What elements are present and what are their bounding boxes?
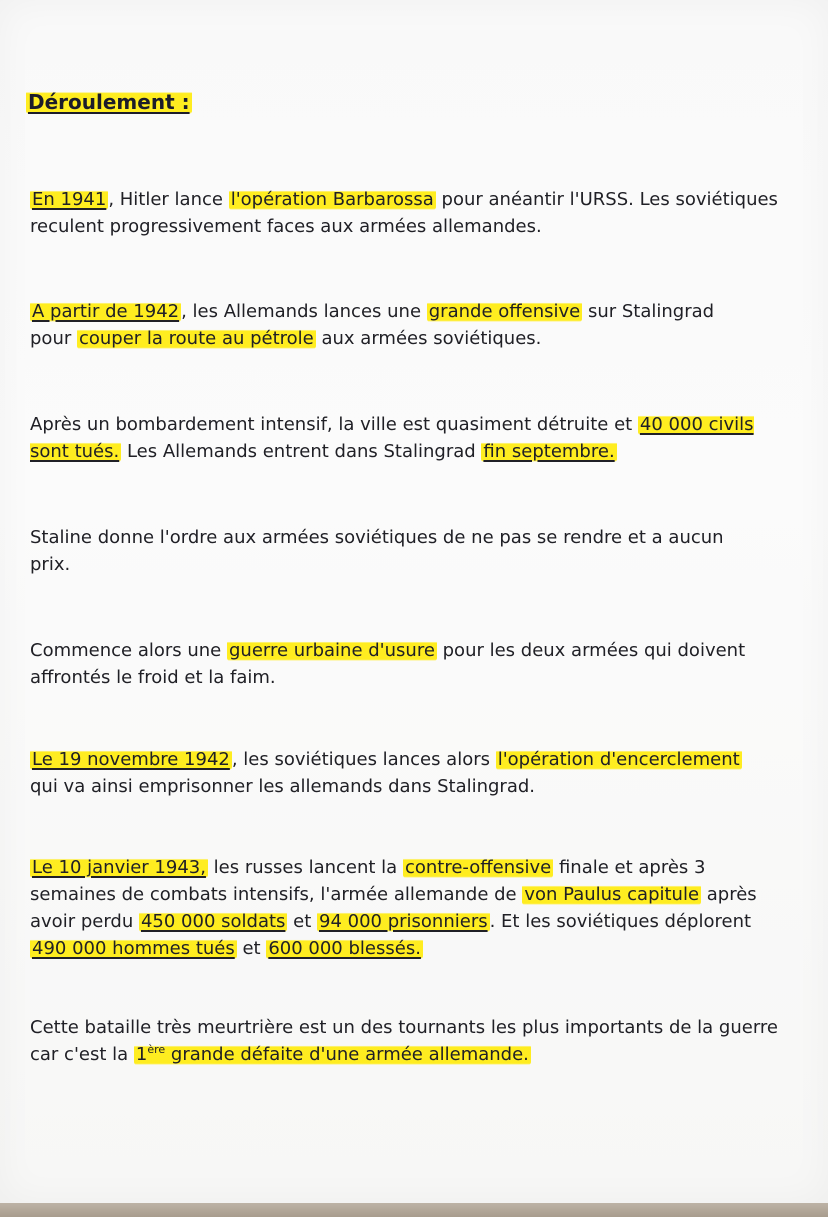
paragraph-encerclement: Le 19 novembre 1942 , les soviétiques lances alors l'opération d'encerclement qui va ainsi emprisonner les allemands dans Stalingrad. <box>30 749 740 797</box>
paragraph-barbarossa: En 1941 , Hitler lance l'opération Barbarossa pour anéantir l'URSS. Les soviétiques reculent progressivement faces aux armées allemandes. <box>30 189 778 237</box>
highlight-encerclement: l'opération d'encerclement <box>497 749 740 770</box>
paragraph-bombardement: Après un bombardement intensif, la ville est quasiment détruite et 40 000 civils sont tués. Les Allemands entrent dans Stalingrad fin septembre. <box>30 414 754 462</box>
date-1941: En 1941 <box>32 189 107 210</box>
highlight-prisonniers: 94 000 prisonniers <box>319 911 488 932</box>
date-19-novembre-1942: Le 19 novembre 1942 <box>32 749 230 770</box>
paragraph-staline: Staline donne l'ordre aux armées soviétiques de ne pas se rendre et a aucun prix. <box>30 527 724 575</box>
highlight-blesses: 600 000 blessés. <box>268 938 421 959</box>
highlight-barbarossa: l'opération Barbarossa <box>230 189 434 210</box>
highlight-contre-offensive: contre-offensive <box>404 857 552 878</box>
date-1942: A partir de 1942 <box>32 301 180 322</box>
highlight-soldats: 450 000 soldats <box>140 911 286 932</box>
highlight-defaite: 1ère grande défaite d'une armée allemande. <box>135 1043 529 1065</box>
highlight-petrole: couper la route au pétrole <box>78 328 314 349</box>
date-10-janvier-1943: Le 10 janvier 1943, <box>32 857 206 878</box>
page-title: Déroulement : <box>28 90 190 114</box>
highlight-offensive: grande offensive <box>428 301 581 322</box>
paragraph-guerre-urbaine: Commence alors une guerre urbaine d'usure pour les deux armées qui doivent affrontés le froid et la faim. <box>30 640 746 688</box>
highlight-paulus: von Paulus capitule <box>524 884 700 905</box>
paragraph-conclusion: Cette bataille très meurtrière est un des tournants les plus importants de la guerre car c'est la 1ère grande défaite d'une armée allemande. <box>30 1017 779 1065</box>
paragraph-contre-offensive: Le 10 janvier 1943, les russes lancent la contre-offensive finale et après 3 semaines de combats intensifs, l'armée allemande de von Paulus capitule après avoir perdu 450 000 soldats et 94 000 prisonniers . Et les soviétiques déplorent 490 000 hommes tués et 600 000 blessés. <box>30 857 757 959</box>
paragraph-offensive: A partir de 1942 , les Allemands lances une grande offensive sur Stalingrad pour couper la route au pétrole aux armées soviétiques. <box>30 301 715 349</box>
highlight-hommes-tues: 490 000 hommes tués <box>32 938 235 959</box>
highlight-civils: 40 000 civils sont tués. <box>30 414 754 462</box>
highlight-fin-septembre: fin septembre. <box>483 441 615 462</box>
highlight-guerre-urbaine: guerre urbaine d'usure <box>228 640 435 661</box>
table-surface <box>0 1203 828 1217</box>
